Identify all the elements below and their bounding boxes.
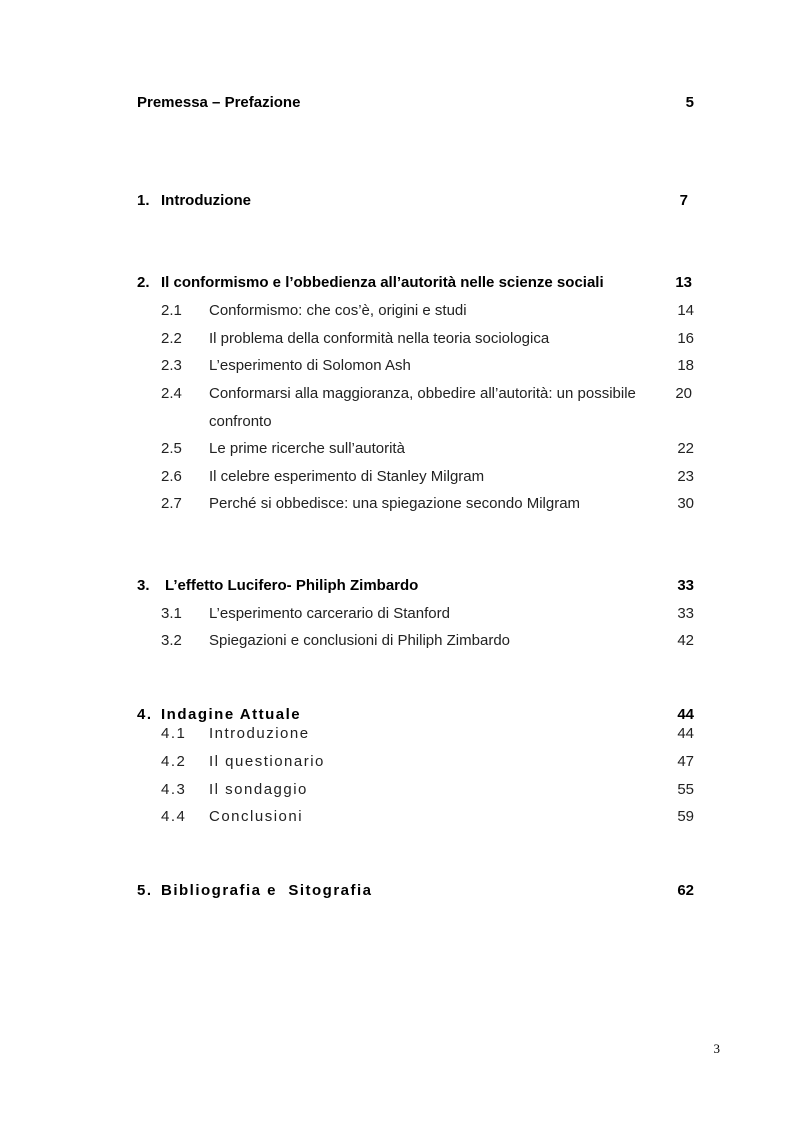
toc-ch4-number: 4. (137, 706, 153, 723)
toc-ch5-title: Bibliografia e Sitografia (161, 882, 373, 899)
toc-section-title: Il problema della conformità nella teoria sociologica (209, 330, 550, 347)
toc-ch1-title: Introduzione (161, 192, 251, 209)
toc-section-number: 2.1 (161, 302, 182, 319)
toc-section-page: 16 (677, 330, 694, 347)
toc-section-title: Conformismo: che cos’è, origini e studi (209, 302, 467, 319)
toc-section-page: 33 (677, 605, 694, 622)
toc-ch2-number: 2. (137, 274, 150, 291)
toc-section-page: 30 (677, 495, 694, 512)
toc-section-page: 20 (675, 385, 692, 402)
toc-premessa-page: 5 (685, 94, 694, 111)
toc-section-page: 55 (677, 781, 694, 798)
toc-section-number: 3.1 (161, 605, 182, 622)
toc-ch5-page: 62 (677, 882, 694, 899)
toc-section-title: L’esperimento carcerario di Stanford (209, 605, 450, 622)
toc-section-page: 47 (677, 753, 694, 770)
toc-section-number: 2.6 (161, 468, 182, 485)
toc-section-title: Conclusioni (209, 808, 304, 825)
toc-section-page: 42 (677, 632, 694, 649)
toc-section-page: 14 (677, 302, 694, 319)
toc-premessa-title: Premessa – Prefazione (137, 94, 301, 111)
toc-section-number: 3.2 (161, 632, 182, 649)
toc-section-title: Spiegazioni e conclusioni di Philiph Zimbardo (209, 632, 511, 649)
toc-section-number: 2.2 (161, 330, 182, 347)
toc-ch2-page: 13 (675, 274, 692, 291)
toc-ch1-page: 7 (679, 192, 688, 209)
toc-section-number: 4.3 (161, 781, 187, 798)
toc-section-page: 44 (677, 725, 694, 742)
toc-ch5-number: 5. (137, 882, 153, 899)
toc-section-number: 2.5 (161, 440, 182, 457)
toc-ch2-title: Il conformismo e l’obbedienza all’autorità nelle scienze sociali (161, 274, 604, 291)
toc-ch3-number: 3. (137, 577, 150, 594)
toc-section-number: 2.3 (161, 357, 182, 374)
toc-section-number: 4.2 (161, 753, 187, 770)
page-number: 3 (713, 1041, 720, 1056)
toc-section-page: 18 (677, 357, 694, 374)
toc-ch4-title: Indagine Attuale (161, 706, 302, 723)
toc-section-title-continuation: confronto (209, 413, 272, 430)
toc-section-title: Conformarsi alla maggioranza, obbedire all’autorità: un possibile (209, 385, 636, 402)
toc-section-number: 4.1 (161, 725, 187, 742)
toc-ch3-title: L’effetto Lucifero- Philiph Zimbardo (165, 577, 419, 594)
toc-section-title: Perché si obbedisce: una spiegazione secondo Milgram (209, 495, 581, 512)
toc-section-title: Introduzione (209, 725, 310, 742)
toc-section-title: Il sondaggio (209, 781, 308, 798)
toc-section-number: 4.4 (161, 808, 187, 825)
toc-section-title: Le prime ricerche sull’autorità (209, 440, 405, 457)
toc-ch4-page: 44 (677, 706, 694, 723)
toc-section-title: L’esperimento di Solomon Ash (209, 357, 411, 374)
toc-ch3-page: 33 (677, 577, 694, 594)
toc-section-number: 2.4 (161, 385, 182, 402)
toc-section-page: 59 (677, 808, 694, 825)
toc-section-title: Il questionario (209, 753, 325, 770)
toc-section-title: Il celebre esperimento di Stanley Milgram (209, 468, 485, 485)
toc-ch1-number: 1. (137, 192, 150, 209)
toc-section-page: 22 (677, 440, 694, 457)
toc-section-page: 23 (677, 468, 694, 485)
toc-section-number: 2.7 (161, 495, 182, 512)
